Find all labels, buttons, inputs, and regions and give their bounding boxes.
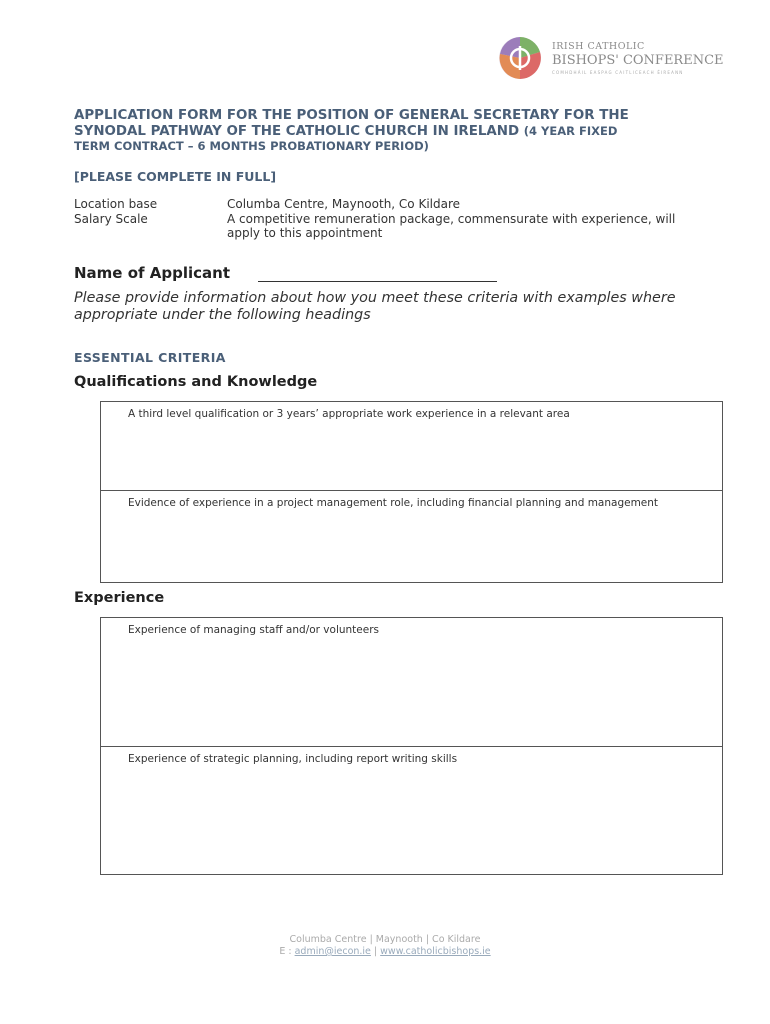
- qualifications-heading: Qualifications and Knowledge: [74, 374, 318, 390]
- qualifications-table: [100, 401, 723, 583]
- strategic-planning-answer-field[interactable]: [101, 746, 722, 874]
- title-line-2-main: SYNODAL PATHWAY OF THE CATHOLIC CHURCH IN IRELAND: [74, 123, 520, 139]
- title-line-1: APPLICATION FORM FOR THE POSITION OF GENERAL SECRETARY FOR THE: [74, 108, 629, 123]
- salary-row: [74, 212, 697, 241]
- salary-value: A competitive remuneration package, commensurate with experience, will apply to this appointment: [227, 211, 676, 240]
- please-complete-note: [PLEASE COMPLETE IN FULL]: [74, 169, 277, 184]
- logo-line-bishops-conference: BISHOPS' CONFERENCE: [552, 53, 724, 68]
- managing-staff-criterion: Experience of managing staff and/or volunteers: [128, 624, 379, 636]
- conference-logo: [496, 32, 724, 88]
- title-line-3: TERM CONTRACT – 6 MONTHS PROBATIONARY PERIOD): [74, 139, 429, 153]
- logo-line-irish-catholic: IRISH CATHOLIC: [552, 41, 645, 52]
- experience-table: [100, 617, 723, 875]
- form-title: [74, 108, 714, 155]
- location-row: [74, 197, 697, 212]
- managing-staff-answer-field[interactable]: [101, 618, 722, 746]
- footer-email-link[interactable]: admin@iecon.ie: [294, 946, 371, 957]
- footer-address: Columba Centre | Maynooth | Co Kildare: [289, 934, 481, 945]
- project-management-criterion: Evidence of experience in a project management role, including financial planning and management: [128, 497, 659, 509]
- instructions-text: Please provide information about how you meet these criteria with examples where appropriate under the following headings: [74, 290, 676, 323]
- name-of-applicant-label: Name of Applicant: [74, 264, 230, 282]
- name-of-applicant-field[interactable]: [258, 281, 497, 282]
- logo-line-irish-language: COMHDHÁIL EASPAG CAITLICEACH ÉIREANN: [552, 70, 684, 75]
- location-label: Location base: [74, 197, 158, 211]
- qualification-answer-field[interactable]: [101, 402, 722, 490]
- position-info: [74, 197, 697, 241]
- experience-heading: Experience: [74, 590, 165, 606]
- essential-criteria-heading: ESSENTIAL CRITERIA: [74, 350, 226, 365]
- title-line-2: [74, 124, 714, 140]
- footer-website-link[interactable]: www.catholicbishops.ie: [380, 946, 491, 957]
- title-line-2-tail: (4 YEAR FIXED: [523, 123, 618, 138]
- location-value: Columba Centre, Maynooth, Co Kildare: [227, 197, 461, 211]
- footer-separator: |: [370, 946, 381, 957]
- footer-email-prefix: E :: [279, 946, 295, 957]
- strategic-planning-criterion: Experience of strategic planning, including report writing skills: [128, 753, 458, 765]
- salary-label: Salary Scale: [74, 211, 148, 226]
- qualification-criterion: A third level qualification or 3 years’ appropriate work experience in a relevant area: [128, 408, 570, 420]
- project-management-answer-field[interactable]: [101, 490, 722, 582]
- footer-contact: [0, 946, 770, 957]
- bishops-conference-emblem-icon: [496, 32, 548, 84]
